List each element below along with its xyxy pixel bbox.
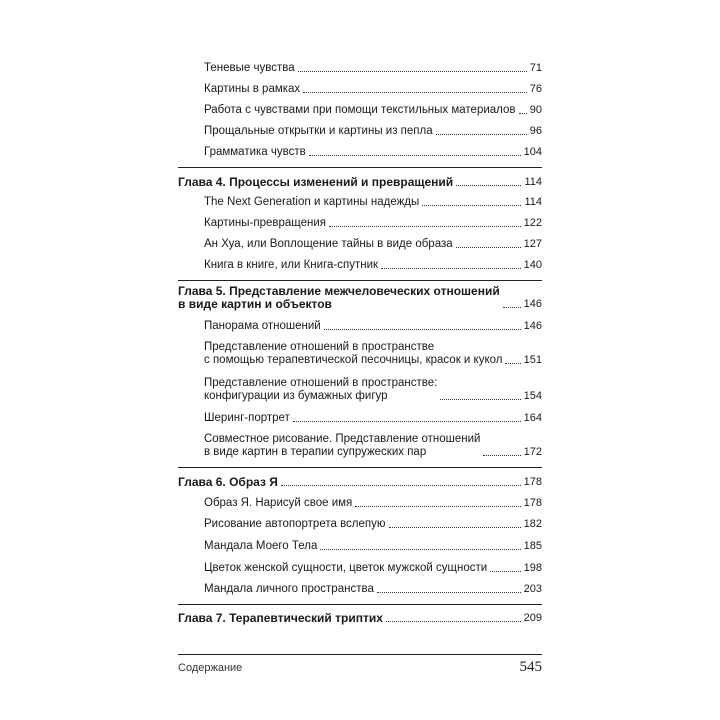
dot-leader [377,592,521,593]
toc-entry-page: 198 [523,562,542,574]
toc-entry-page: 203 [523,583,542,595]
toc-entry[interactable] [204,125,542,138]
toc-entry[interactable] [204,583,542,596]
dot-leader [320,549,520,550]
toc-entry-title: Мандала Моего Тела [204,540,318,552]
toc-entry-title: Картины-превращения [204,217,327,229]
toc-chapter-4[interactable] [178,176,542,189]
toc-entry-page: 96 [529,125,542,137]
toc-entry[interactable] [204,196,542,209]
toc-entry-title-line1: Представление отношений в пространстве [204,341,435,353]
toc-entry-title: Рисование автопортрета вслепую [204,518,386,530]
toc-entry-title-line2: в виде картин в терапии супружеских пар [204,446,427,458]
toc-entry-page: 146 [523,320,542,332]
toc-entry-page: 71 [529,62,542,74]
toc-entry-title: Прощальные открытки и картины из пепла [204,125,433,137]
dot-leader [293,421,521,422]
toc-entry-page: 172 [523,446,542,458]
toc-chapter-page: 146 [523,298,542,310]
dot-leader [490,571,520,572]
toc-entry-title: Грамматика чувств [204,146,306,158]
toc-entry-page: 90 [529,104,542,116]
dot-leader [505,363,520,364]
toc-chapter-title-line1: Глава 5. Представление межчеловеческих отношений [178,284,500,298]
toc-chapter-page: 114 [524,176,542,188]
toc-entry-title: Шеринг-портрет [204,412,290,424]
dot-leader [324,329,521,330]
toc-chapter-title [178,285,500,311]
toc-entry[interactable] [204,217,542,230]
toc-entry[interactable] [204,433,542,459]
toc-entry[interactable] [204,518,542,531]
toc-entry-page: 140 [523,259,542,271]
toc-entry[interactable] [204,259,542,272]
toc-entry-title: Панорама отношений [204,320,321,332]
section-divider [178,280,542,281]
toc-entry[interactable] [204,62,542,75]
footer-rule [178,654,542,655]
dot-leader [519,113,527,114]
toc-entry[interactable] [204,377,542,403]
dot-leader [389,527,521,528]
dot-leader [298,71,527,72]
toc-entry-title-line2: конфигурации из бумажных фигур [204,390,388,402]
toc-entry-title-line1: Совместное рисование. Представление отношений [204,433,481,445]
dot-leader [503,307,521,308]
toc-entry-title-line1: Представление отношений в пространстве: [204,377,438,389]
toc-entry-page: 76 [529,83,542,95]
toc-entry-page: 151 [523,354,542,366]
toc-entry[interactable] [204,238,542,251]
toc-entry-title: Картины в рамках [204,83,301,95]
toc-entry-title [204,433,480,459]
toc-entry-title: Цветок женской сущности, цветок мужской сущности [204,562,488,574]
toc-entry-page: 154 [523,390,542,402]
toc-entry[interactable] [204,412,542,425]
toc-entry-title: Ан Хуа, или Воплощение тайны в виде образа [204,238,453,250]
toc-entry-page: 185 [523,540,542,552]
page-footer [178,659,542,676]
dot-leader [456,247,521,248]
toc-entry-title: Образ Я. Нарисуй свое имя [204,497,353,509]
dot-leader [440,399,520,400]
toc-entry-page: 104 [523,146,542,158]
toc-entry-page: 178 [523,497,542,509]
toc-chapter-title: Глава 7. Терапевтический триптих [178,611,383,625]
dot-leader [281,485,521,486]
toc-entry-page: 127 [523,238,542,250]
section-divider [178,467,542,468]
toc-entry[interactable] [204,146,542,159]
toc-entry[interactable] [204,341,542,367]
section-divider [178,167,542,168]
toc-entry-page: 164 [523,412,542,424]
toc-entry[interactable] [204,320,542,333]
toc-entry[interactable] [204,562,542,575]
toc-chapter-6[interactable] [178,476,542,489]
toc-entry[interactable] [204,104,542,117]
dot-leader [456,185,521,186]
toc-entry[interactable] [204,83,542,96]
dot-leader [303,92,527,93]
toc-entry-page: 114 [524,196,542,208]
toc-chapter-title: Глава 6. Образ Я [178,475,278,489]
toc-chapter-page: 178 [523,476,542,488]
section-divider [178,604,542,605]
toc-entry[interactable] [204,540,542,553]
toc-entry-title: Книга в книге, или Книга-спутник [204,259,379,271]
toc-chapter-title: Глава 4. Процессы изменений и превращений [178,175,454,189]
toc-chapter-7[interactable] [178,612,542,625]
dot-leader [386,621,521,622]
dot-leader [309,155,521,156]
toc-chapter-title-line2: в виде картин и объектов [178,297,332,311]
toc-entry-title: The Next Generation и картины надежды [204,196,420,208]
dot-leader [381,268,521,269]
toc-entry-title: Теневые чувства [204,62,295,74]
toc-entry-title-line2: с помощью терапевтической песочницы, красок и кукол [204,354,503,366]
footer-page-number: 545 [519,659,542,675]
toc-entry[interactable] [204,497,542,510]
dot-leader [329,226,521,227]
toc-chapter-page: 209 [523,612,542,624]
footer-section-label: Содержание [178,662,243,674]
toc-entry-page: 182 [523,518,542,530]
toc-entry-title [204,377,437,403]
dot-leader [422,205,521,206]
toc-entry-title: Мандала личного пространства [204,583,374,595]
dot-leader [355,506,520,507]
toc-chapter-5[interactable] [178,285,542,311]
dot-leader [483,455,520,456]
toc-entry-title: Работа с чувствами при помощи текстильных материалов [204,104,516,116]
dot-leader [436,134,527,135]
toc-entry-title [204,341,502,367]
toc-entry-page: 122 [523,217,542,229]
